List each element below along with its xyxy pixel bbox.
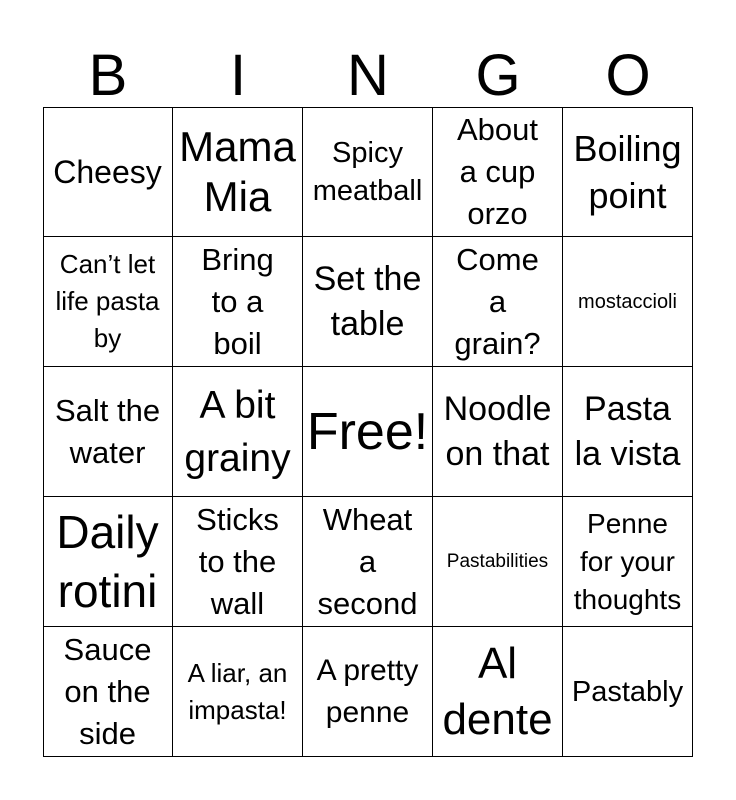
free-space[interactable] xyxy=(303,367,433,497)
cell-text: Bring to a boil xyxy=(201,241,274,361)
bingo-cell[interactable] xyxy=(43,497,173,627)
bingo-cell[interactable] xyxy=(43,107,173,237)
cell-text: Set the table xyxy=(313,259,422,343)
bingo-cell[interactable] xyxy=(173,497,303,627)
cell-text: A bit grainy xyxy=(184,383,291,480)
bingo-cell[interactable] xyxy=(43,627,173,757)
cell-text: A pretty penne xyxy=(316,653,419,729)
bingo-cell[interactable] xyxy=(563,497,693,627)
bingo-cell[interactable] xyxy=(173,627,303,757)
cell-text: Mama Mia xyxy=(179,122,296,220)
cell-text: Pastabilities xyxy=(446,550,549,572)
header-letter-i: I xyxy=(229,43,247,108)
bingo-cell[interactable] xyxy=(173,107,303,237)
bingo-cell[interactable] xyxy=(173,367,303,497)
bingo-cell[interactable] xyxy=(43,237,173,367)
bingo-cell[interactable] xyxy=(433,107,563,237)
cell-text: Can’t let life pasta by xyxy=(55,249,160,353)
bingo-cell[interactable] xyxy=(563,237,693,367)
bingo-cell[interactable] xyxy=(303,237,433,367)
cell-text: Sauce on the side xyxy=(63,631,152,751)
cell-text: Pastably xyxy=(571,675,684,708)
cell-text: Come a grain? xyxy=(454,241,541,361)
bingo-cell[interactable] xyxy=(303,497,433,627)
bingo-cell[interactable] xyxy=(303,627,433,757)
cell-text: Cheesy xyxy=(53,153,162,190)
bingo-cell[interactable] xyxy=(433,497,563,627)
cell-text: Spicy meatball xyxy=(312,136,423,207)
cell-text: About a cup orzo xyxy=(456,111,538,231)
cell-text: Noodle on that xyxy=(443,389,552,473)
bingo-cell[interactable] xyxy=(43,367,173,497)
cell-text: Sticks to the wall xyxy=(196,501,279,621)
cell-text: Pasta la vista xyxy=(574,389,681,473)
cell-text: Penne for your thoughts xyxy=(573,507,682,615)
header-letter-n: N xyxy=(347,43,389,108)
bingo-cell[interactable] xyxy=(433,237,563,367)
bingo-cell[interactable] xyxy=(563,107,693,237)
bingo-card xyxy=(43,107,693,757)
header-letter-o: O xyxy=(605,43,651,108)
header-letter-g: G xyxy=(475,43,521,108)
bingo-cell[interactable] xyxy=(303,107,433,237)
cell-text: Daily rotini xyxy=(56,505,159,617)
bingo-cell[interactable] xyxy=(173,237,303,367)
cell-text: Al dente xyxy=(442,638,553,744)
bingo-cell[interactable] xyxy=(563,367,693,497)
cell-text: Boiling point xyxy=(573,127,682,216)
cell-text: Free! xyxy=(306,402,429,461)
bingo-header xyxy=(43,44,693,108)
bingo-cell[interactable] xyxy=(563,627,693,757)
cell-text: mostaccioli xyxy=(578,290,677,313)
cell-text: A liar, an impasta! xyxy=(187,657,288,725)
bingo-cell[interactable] xyxy=(433,627,563,757)
header-letter-b: B xyxy=(88,43,128,108)
cell-text: Wheat a second xyxy=(317,501,418,621)
bingo-cell[interactable] xyxy=(433,367,563,497)
cell-text: Salt the water xyxy=(54,392,161,470)
